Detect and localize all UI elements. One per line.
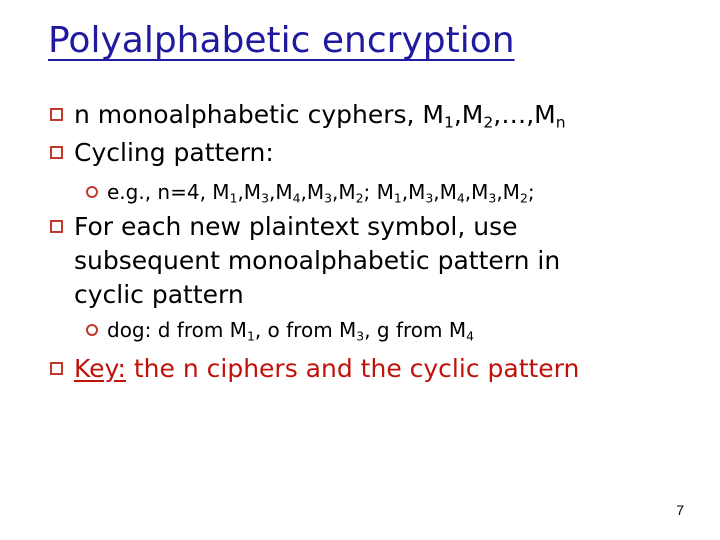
circle-bullet-icon <box>86 324 98 336</box>
bullet-cycling-pattern: Cycling pattern: <box>50 138 274 167</box>
subbullet-dog-example: dog: d from M1, o from M3, g from M4 <box>86 318 474 344</box>
square-bullet-icon <box>50 362 63 375</box>
key-label: Key: <box>74 354 126 383</box>
bullet-plaintext-symbol-line3: cyclic pattern <box>74 280 244 309</box>
bullet-key <box>50 354 579 383</box>
key-text: the n ciphers and the cyclic pattern <box>125 354 580 383</box>
slide-title: Polyalphabetic encryption <box>48 20 515 61</box>
square-bullet-icon <box>50 108 63 121</box>
bullet-plaintext-symbol: For each new plaintext symbol, use <box>50 212 518 241</box>
square-bullet-icon <box>50 220 63 233</box>
page-number: 7 <box>676 502 684 518</box>
bullet-monoalphabetic-cyphers: n monoalphabetic cyphers, M1,M2,…,Mn <box>50 100 566 132</box>
circle-bullet-icon <box>86 186 98 198</box>
square-bullet-icon <box>50 146 63 159</box>
bullet-plaintext-symbol-line2: subsequent monoalphabetic pattern in <box>74 246 561 275</box>
subbullet-cycling-example: e.g., n=4, M1,M3,M4,M3,M2; M1,M3,M4,M3,M2; <box>86 180 535 206</box>
